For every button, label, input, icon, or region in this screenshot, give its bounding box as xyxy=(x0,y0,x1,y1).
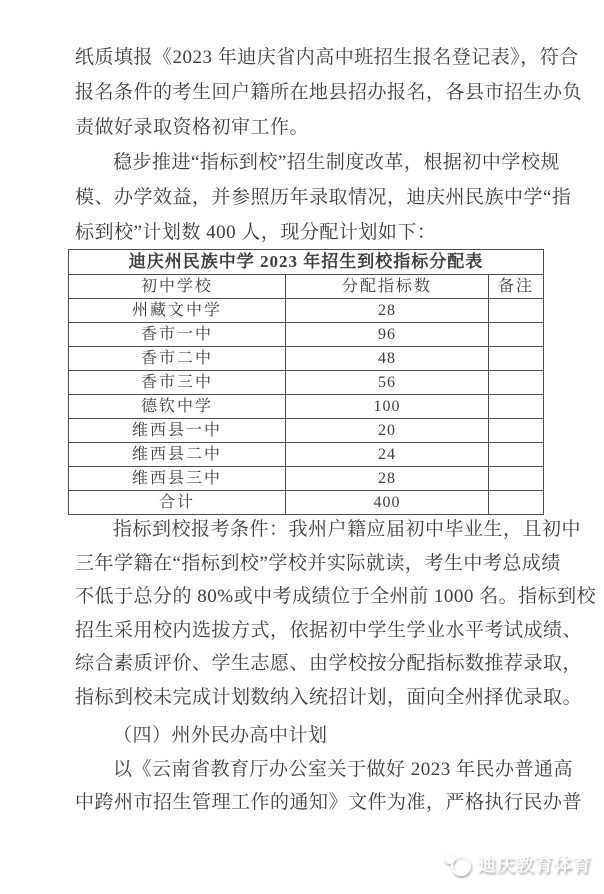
camera-badge-icon xyxy=(444,851,471,877)
cell-school: 维西县一中 xyxy=(69,419,286,443)
cell-quota: 28 xyxy=(286,299,489,323)
cell-school: 香市一中 xyxy=(69,323,286,347)
column-header: 初中学校 xyxy=(69,275,286,299)
column-header: 分配指标数 xyxy=(286,275,489,299)
table-row xyxy=(69,371,544,395)
table-row xyxy=(69,443,544,467)
cell-note xyxy=(489,347,544,371)
cell-school: 州藏文中学 xyxy=(69,299,286,323)
cell-quota: 100 xyxy=(286,395,489,419)
table-row xyxy=(69,347,544,371)
cell-quota: 96 xyxy=(286,323,489,347)
text-line: 综合素质评价、学生志愿、由学校按分配指标数推荐录取， xyxy=(75,653,583,674)
quota-table xyxy=(68,249,544,515)
cell-quota: 48 xyxy=(286,347,489,371)
text-line: 模、办学效益，并参照历年录取情况，迪庆州民族中学“指 xyxy=(75,187,572,208)
cell-quota: 400 xyxy=(286,491,489,515)
text-line: 纸质填报《2023 年迪庆省内高中班招生报名登记表》，符合 xyxy=(75,47,579,68)
cell-note xyxy=(489,467,544,491)
table-row xyxy=(69,395,544,419)
cell-note xyxy=(489,491,544,515)
paragraphs-top xyxy=(75,40,583,250)
text-line: （四）州外民办高中计划 xyxy=(113,725,328,746)
cell-note xyxy=(489,299,544,323)
paragraph xyxy=(75,513,597,714)
text-line: 以《云南省教育厅办公室关于做好 2023 年民办普通高 xyxy=(113,758,574,780)
cell-school: 维西县二中 xyxy=(69,443,286,467)
cell-school: 合计 xyxy=(69,491,286,515)
text-line: 报名条件的考生回户籍所在地县招办报名，各县市招生办负 xyxy=(75,82,583,103)
text-line: 标到校”计划数 400 人，现分配计划如下： xyxy=(75,222,437,243)
table-row xyxy=(69,467,544,491)
cell-quota: 56 xyxy=(286,371,489,395)
cell-quota: 24 xyxy=(286,443,489,467)
table-title: 迪庆州民族中学 2023 年招生到校指标分配表 xyxy=(69,250,544,275)
watermark xyxy=(444,851,592,877)
cell-note xyxy=(489,371,544,395)
cell-note xyxy=(489,323,544,347)
paragraphs-bottom xyxy=(75,513,597,820)
text-line: 不低于总分的 80%或中考成绩位于全州前 1000 名。指标到校 xyxy=(75,586,597,607)
cell-note xyxy=(489,395,544,419)
table-row xyxy=(69,299,544,323)
paragraph xyxy=(75,40,583,145)
cell-note xyxy=(489,419,544,443)
text-line: 指标到校未完成计划数纳入统招计划，面向全州择优录取。 xyxy=(75,686,583,708)
cell-school: 香市三中 xyxy=(69,371,286,395)
table-row xyxy=(69,419,544,443)
text-line: 指标到校报考条件：我州户籍应届初中毕业生，且初中 xyxy=(113,519,582,540)
text-line: 招生采用校内选拔方式，依据初中学生学业水平考试成绩、 xyxy=(75,619,583,641)
text-line: 中跨州市招生管理工作的通知》文件为准，严格执行民办普 xyxy=(75,792,583,813)
watermark-text: 迪庆教育体育 xyxy=(478,855,592,875)
table-row xyxy=(69,491,544,515)
cell-school: 德钦中学 xyxy=(69,395,286,419)
column-header: 备注 xyxy=(489,275,544,299)
table-row xyxy=(69,323,544,347)
paragraph xyxy=(75,753,583,820)
paragraph xyxy=(75,145,572,250)
cell-quota: 28 xyxy=(286,467,489,491)
cell-school: 维西县三中 xyxy=(69,467,286,491)
text-line: 三年学籍在“指标到校”学校并实际就读，考生中考总成绩 xyxy=(75,552,561,574)
paragraph xyxy=(75,719,531,753)
cell-quota: 20 xyxy=(286,419,489,443)
cell-note xyxy=(489,443,544,467)
text-line: 稳步推进“指标到校”招生制度改革，根据初中学校规 xyxy=(113,152,560,173)
text-line: 责做好录取资格初审工作。 xyxy=(75,117,310,138)
cell-school: 香市二中 xyxy=(69,347,286,371)
